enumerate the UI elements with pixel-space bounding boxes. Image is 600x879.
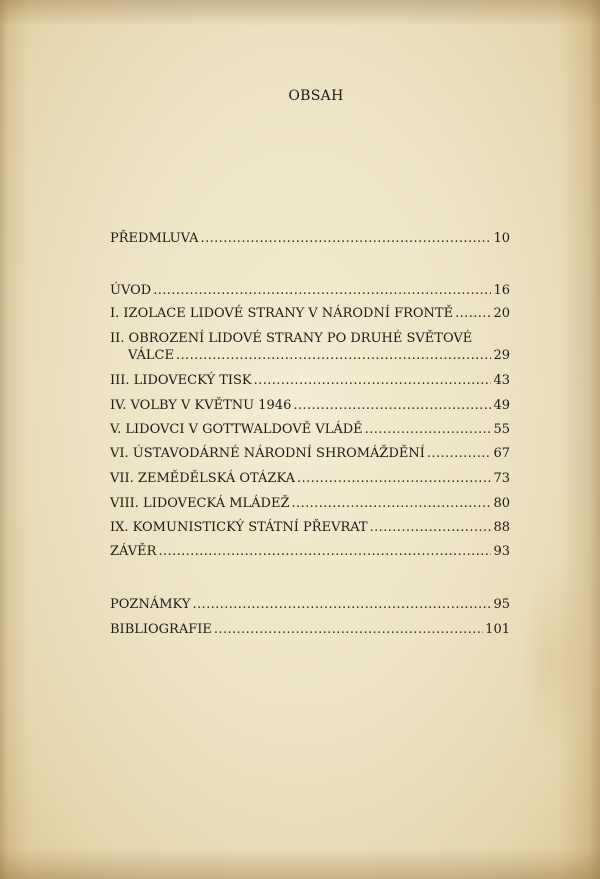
toc-entry-label: V. LIDOVCI V GOTTWALDOVĚ VLÁDĚ xyxy=(110,422,363,437)
toc-entry-chapter-8 xyxy=(110,495,510,512)
page-title: OBSAH xyxy=(288,88,344,104)
toc-entry-chapter-9 xyxy=(110,519,510,536)
toc-entry-page: 95 xyxy=(493,597,510,612)
toc-leader-dots xyxy=(192,596,491,613)
toc-leader-dots xyxy=(254,372,492,389)
toc-entry-page: 55 xyxy=(493,422,510,437)
toc-leader-dots xyxy=(214,621,483,638)
toc-entry-label: ZÁVĚR xyxy=(110,544,157,559)
toc-entry-uvod xyxy=(110,282,510,299)
toc-entry-page: 73 xyxy=(493,471,510,486)
toc-entry-poznamky xyxy=(110,596,510,613)
toc-entry-chapter-4 xyxy=(110,397,510,414)
toc-entry-label: I. IZOLACE LIDOVÉ STRANY V NÁRODNÍ FRONTĚ xyxy=(110,306,454,321)
page-edge-bottom xyxy=(0,849,600,879)
toc-entry-label: II. OBROZENÍ LIDOVÉ STRANY PO DRUHÉ SVĚTOVÉ xyxy=(110,331,473,346)
toc-entry-label: IV. VOLBY V KVĚTNU 1946 xyxy=(110,398,292,413)
toc-entry-label-continuation: VÁLCE xyxy=(128,348,174,363)
toc-entry-label: III. LIDOVECKÝ TISK xyxy=(110,373,252,388)
toc-entry-page: 20 xyxy=(493,306,510,321)
toc-entry-page: 43 xyxy=(493,373,510,388)
toc-leader-dots xyxy=(201,230,492,247)
toc-entry-page: 10 xyxy=(493,231,510,246)
toc-entry-page: 88 xyxy=(493,520,510,535)
toc-entry-chapter-1 xyxy=(110,305,510,322)
toc-entry-chapter-3 xyxy=(110,372,510,389)
page-edge-top xyxy=(0,0,600,26)
toc-leader-dots xyxy=(176,347,491,364)
toc-leader-dots xyxy=(153,282,491,299)
toc-entry-predmluva xyxy=(110,230,510,247)
toc-entry-label: IX. KOMUNISTICKÝ STÁTNÍ PŘEVRAT xyxy=(110,520,368,535)
toc-entry-page: 29 xyxy=(493,348,510,363)
toc-entry-label: VII. ZEMĚDĚLSKÁ OTÁZKA xyxy=(110,471,296,486)
toc-entry-label: VI. ÚSTAVODÁRNÉ NÁRODNÍ SHROMÁŽDĚNÍ xyxy=(110,446,425,461)
toc-entry-chapter-5 xyxy=(110,421,510,438)
toc-leader-dots xyxy=(370,519,492,536)
toc-leader-dots xyxy=(292,495,492,512)
toc-entry-label: VIII. LIDOVECKÁ MLÁDEŽ xyxy=(110,496,290,511)
toc-entry-page: 93 xyxy=(493,544,510,559)
toc-entry-label: BIBLIOGRAFIE xyxy=(110,622,212,637)
toc-leader-dots xyxy=(455,305,491,322)
toc-leader-dots xyxy=(158,543,491,560)
toc-entry-page: 16 xyxy=(493,283,510,298)
toc-entry-label: ÚVOD xyxy=(110,283,152,298)
toc-leader-dots xyxy=(297,470,491,487)
toc-entry-page: 101 xyxy=(485,622,510,637)
toc-entry-zaver xyxy=(110,543,510,560)
page-edge-left xyxy=(0,0,28,879)
toc-entry-label: POZNÁMKY xyxy=(110,597,191,612)
toc-entry-page: 49 xyxy=(493,398,510,413)
paper-stain xyxy=(520,560,590,760)
toc-entry-page: 80 xyxy=(493,496,510,511)
toc-entry-chapter-6 xyxy=(110,445,510,462)
toc-entry-page: 67 xyxy=(493,446,510,461)
toc-leader-dots xyxy=(293,397,491,414)
toc-entry-chapter-7 xyxy=(110,470,510,487)
toc-entry-bibliografie xyxy=(110,621,510,638)
toc-entry-chapter-2 xyxy=(110,330,510,364)
toc-entry-label: PŘEDMLUVA xyxy=(110,231,199,246)
toc-leader-dots xyxy=(365,421,492,438)
toc-leader-dots xyxy=(427,445,492,462)
